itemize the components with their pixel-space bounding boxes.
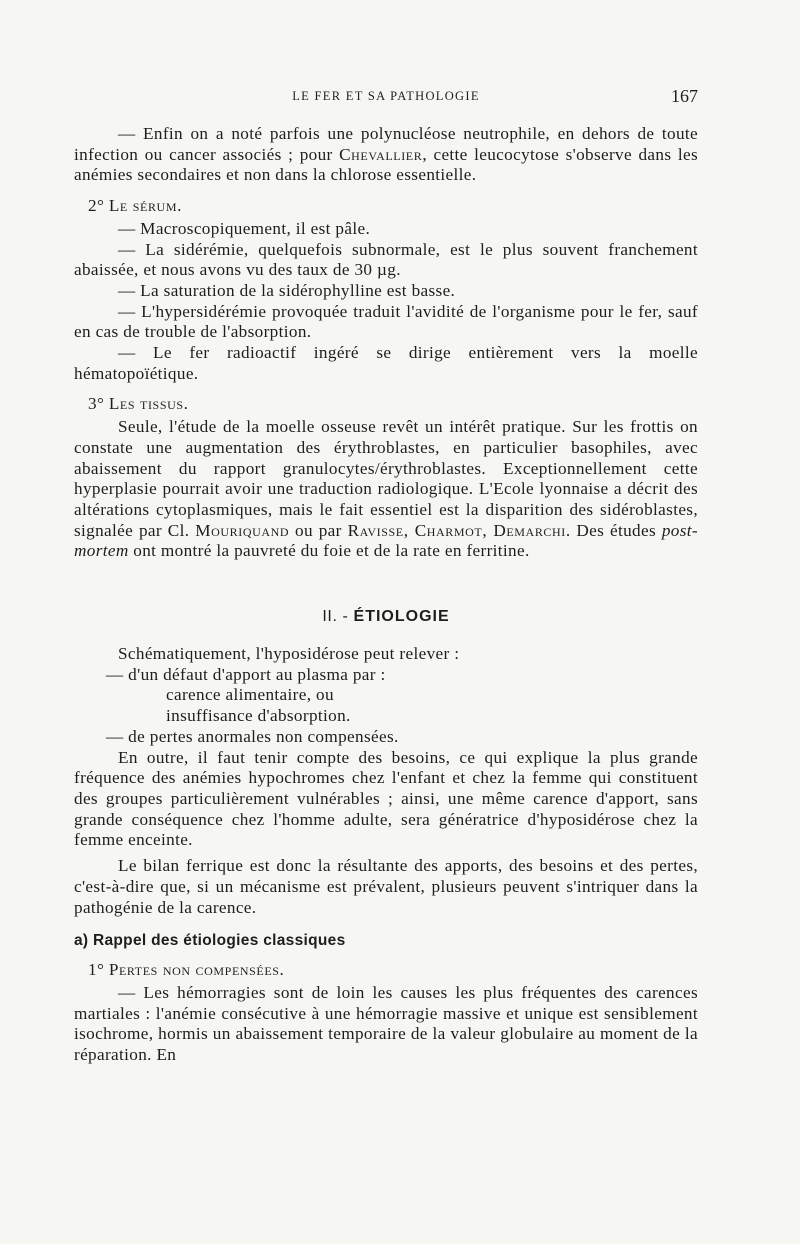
subheading-tissus <box>74 394 698 415</box>
subheading-label: Pertes non compensées. <box>108 960 285 980</box>
list-subitem-absorption: insuffisance d'absorption. <box>166 706 351 726</box>
list-item-pertes: — de pertes anormales non compensées. <box>106 726 399 746</box>
author-name: Mouriquand <box>195 520 290 540</box>
section-heading <box>74 608 698 626</box>
subheading-number: 3° <box>88 394 109 414</box>
paragraph-polynucleose <box>74 124 698 186</box>
paragraph-serum-3: — La saturation de la sidérophylline est basse. <box>118 280 456 300</box>
text-run: . Des études <box>565 520 662 540</box>
text-run: , cette leucocytose s'observe dans les anémies secondaires et non dans la chlorose essentielle. <box>74 144 698 185</box>
list-item-apport: — d'un défaut d'apport au plasma par : <box>106 664 386 684</box>
subheading-number: 1° <box>88 960 109 980</box>
paragraph-serum-4: — L'hypersidérémie provoquée traduit l'avidité de l'organisme pour le fer, sauf en cas de trouble de l'absorption. <box>74 301 698 342</box>
paragraph-serum-5: — Le fer radioactif ingéré se dirige entièrement vers la moelle hématopoïétique. <box>74 343 698 383</box>
list-subitem-carence: carence alimentaire, ou <box>166 685 334 705</box>
page-body <box>74 124 698 1066</box>
subsection-heading: a) Rappel des étiologies classiques <box>74 932 346 950</box>
subheading-pertes <box>74 960 698 981</box>
page-number: 167 <box>671 86 698 106</box>
author-name: Ravisse, Charmot, Demarchi <box>347 520 566 540</box>
subheading-label: Le sérum. <box>108 196 182 216</box>
paragraph-besoins: En outre, il faut tenir compte des besoins, ce qui explique la plus grande fréquence des anémies hypochromes chez l'enfant et chez la femme qui constituent des groupes particulièrement vulnérables ; ainsi, une même carence d'apport, sans grande conséquence chez l'homme adulte, sera génératrice d'hyposidérose chez la femme enceinte. <box>74 747 698 850</box>
paragraph-etiology-intro: Schématiquement, l'hyposidérose peut relever : <box>118 644 460 664</box>
paragraph-serum-2: — La sidérémie, quelquefois subnormale, est le plus souvent franchement abaissée, et nous avons vu des taux de 30 µg. <box>74 239 698 280</box>
paragraph-hemorragies: — Les hémorragies sont de loin les causes les plus fréquentes des carences martiales : l'anémie consécutive à une hémorragie massive et unique est sensiblement isochrome, hormis un abaissement temporaire de la valeur globulaire au moment de la réparation. En <box>74 982 698 1065</box>
paragraph-serum-1: — Macroscopiquement, il est pâle. <box>118 218 371 238</box>
author-name: Chevallier <box>339 144 423 164</box>
text-run: ou par <box>289 520 348 540</box>
subheading-number: 2° <box>88 196 109 216</box>
subheading-serum <box>74 196 698 217</box>
section-number: II. - <box>322 608 354 626</box>
section-title: ÉTIOLOGIE <box>353 608 450 626</box>
paragraph-tissus <box>74 417 698 562</box>
text-run: Seule, l'étude de la moelle osseuse revêt un intérêt pratique. Sur les frottis on constate une augmentation des érythroblastes, en particulier basophiles, avec abaissement du rapport granulocytes/érythroblastes. Exceptionnellement cette hyperplasie pourrait avoir une traduction radiologique. L'Ecole lyonnaise a décrit des altérations cytoplasmiques, mais le fait essentiel est la disparition des sidéroblastes, signalée par Cl. <box>74 417 698 540</box>
text-run: ont montré la pauvreté du foie et de la rate en ferritine. <box>128 541 530 561</box>
subheading-label: Les tissus. <box>108 394 189 414</box>
page-header <box>74 86 698 108</box>
italic-term: post-mortem <box>74 520 698 561</box>
text-run: — Enfin on a noté parfois une polynucléose neutrophile, en dehors de toute infection ou cancer associés ; pour <box>74 124 698 164</box>
running-title: LE FER ET SA PATHOLOGIE <box>292 89 480 103</box>
paragraph-bilan: Le bilan ferrique est donc la résultante des apports, des besoins et des pertes, c'est-à-dire que, si un mécanisme est prévalent, plusieurs peuvent s'intriquer dans la pathogénie de la carence. <box>74 856 698 917</box>
